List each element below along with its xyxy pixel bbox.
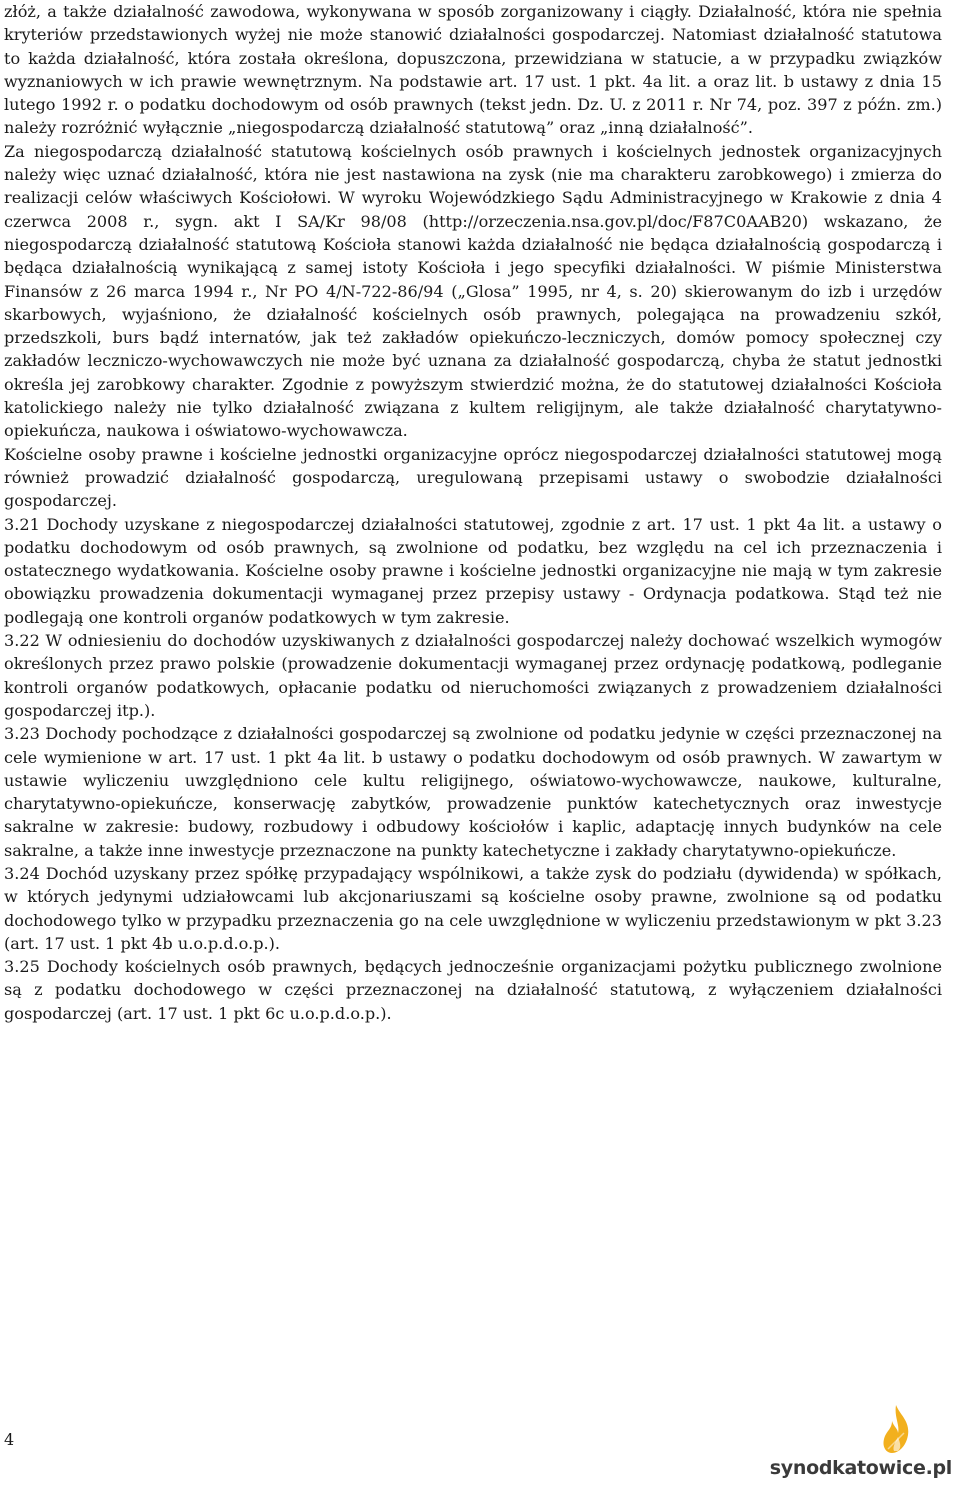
paragraph-7: 3.24 Dochód uzyskany przez spółkę przypadający wspólnikowi, a także zysk do podziału (dywidenda) w spółkach, w których jedynymi udziałowcami lub akcjonariuszami są kościelne osoby prawne, zwolnione są od podatku dochodowego tylko w przypadku przeznaczenia go na cele uwzględnione w wyliczeniu przedstawionym w pkt 3.23 (art. 17 ust. 1 pkt 4b u.o.p.d.o.p.).	[4, 863, 942, 953]
paragraph-4: 3.21 Dochody uzyskane z niegospodarczej działalności statutowej, zgodnie z art. 17 ust. 1 pkt 4a lit. a ustawy o podatku dochodowym od osób prawnych, są zwolnione od podatku, bez względu na cel ich przeznaczenia i ostatecznego wydatkowania. Kościelne osoby prawne i kościelne jednostki organizacyjne nie mają w tym zakresie obowiązku prowadzenia dokumentacji wymaganej przez przepisy ustawy - Ordynacja podatkowa. Stąd też nie podlegają one kontroli organów podatkowych w tym zakresie.	[4, 514, 942, 627]
paragraph-1: złóż, a także działalność zawodowa, wykonywana w sposób zorganizowany i ciągły. Działalność, która nie spełnia kryteriów przedstawionych wyżej nie może stanowić działalności gospodarczej. Natomiast działalność statutowa to każda działalność, która została określona, dopuszczona, przewidziana w statucie, a w przypadku związków wyznaniowych w ich prawie wewnętrznym. Na podstawie art. 17 ust. 1 pkt. 4a lit. a oraz lit. b ustawy z dnia 15 lutego 1992 r. o podatku dochodowym od osób prawnych (tekst jedn. Dz. U. z 2011 r. Nr 74, poz. 397 z późn. zm.) należy rozróżnić wyłącznie „niegospodarczą działalność statutową” oraz „inną działalność”.	[4, 2, 942, 138]
paragraph-2: Za niegospodarczą działalność statutową kościelnych osób prawnych i kościelnych jednostek organizacyjnych należy więc uznać działalność, która nie jest nastawiona na zysk (nie ma charakteru zarobkowego) i zmierza do realizacji celów właściwych Kościołowi. W wyroku Wojewódzkiego Sądu Administracyjnego w Krakowie z dnia 4 czerwca 2008 r., sygn. akt I SA/Kr 98/08 (http://orzeczenia.nsa.gov.pl/doc/F87C0AAB20) wskazano, że niegospodarczą działalność statutową Kościoła stanowi każda działalność nie będąca działalnością gospodarczą i będąca działalnością wynikającą z samej istoty Kościoła i jego specyfiki działalności. W piśmie Ministerstwa Finansów z 26 marca 1994 r., Nr PO 4/N-722-86/94 („Glosa” 1995, nr 4, s. 20) skierowanym do izb i urzędów skarbowych, wyjaśniono, że działalność kościelnych osób prawnych, polegająca na prowadzeniu szkół, przedszkoli, burs bądź internatów, jak też zakładów opiekuńczo-leczniczych, domów pomocy społecznej czy zakładów leczniczo-wychowawczych nie może być uznana za działalność gospodarczą, chyba że statut jednostki określa jej zarobkowy charakter. Zgodnie z powyższym stwierdzić można, że do statutowej działalności Kościoła katolickiego należy nie tylko działalność związana z kultem religijnym, ale także działalność charytatywno-opiekuńcza, naukowa i oświatowo-wychowawcza.	[4, 141, 942, 441]
flame-icon	[878, 1403, 914, 1455]
document-body	[4, 0, 942, 1025]
paragraph-5: 3.22 W odniesieniu do dochodów uzyskiwanych z działalności gospodarczej należy dochować wszelkich wymogów określonych przez prawo polskie (prowadzenie dokumentacji wymaganej przez ordynację podatkową, podleganie kontroli organów podatkowych, opłacanie podatku od nieruchomości związanych z prowadzeniem działalności gospodarczej itp.).	[4, 631, 942, 720]
paragraph-3: Kościelne osoby prawne i kościelne jednostki organizacyjne oprócz niegospodarczej działalności statutowej mogą również prowadzić działalność gospodarczą, uregulowaną przepisami ustawy o swobodzie działalności gospodarczej.	[4, 444, 942, 511]
logo-text: synodkatowice.pl	[769, 1457, 952, 1479]
synod-logo	[752, 1403, 952, 1483]
page-number: 4	[4, 1430, 15, 1449]
paragraph-8: 3.25 Dochody kościelnych osób prawnych, będących jednocześnie organizacjami pożytku publicznego zwolnione są z podatku dochodowego w części przeznaczonej na działalność statutową, z wyłączeniem działalności gospodarczej (art. 17 ust. 1 pkt 6c u.o.p.d.o.p.).	[4, 957, 942, 1023]
paragraph-6: 3.23 Dochody pochodzące z działalności gospodarczej są zwolnione od podatku jedynie w części przeznaczonej na cele wymienione w art. 17 ust. 1 pkt 4a lit. b ustawy o podatku dochodowym od osób prawnych. W zawartym w ustawie wyliczeniu uwzględniono cele kultu religijnego, oświatowo-wychowawcze, naukowe, kulturalne, charytatywno-opiekuńcze, konserwację zabytków, prowadzenie punktów katechetycznych oraz inwestycje sakralne w zakresie: budowy, rozbudowy i odbudowy kościołów i kaplic, adaptację innych budynków na cele sakralne, a także inne inwestycje przeznaczone na punkty katechetyczne i zakłady charytatywno-opiekuńcze.	[4, 724, 942, 860]
